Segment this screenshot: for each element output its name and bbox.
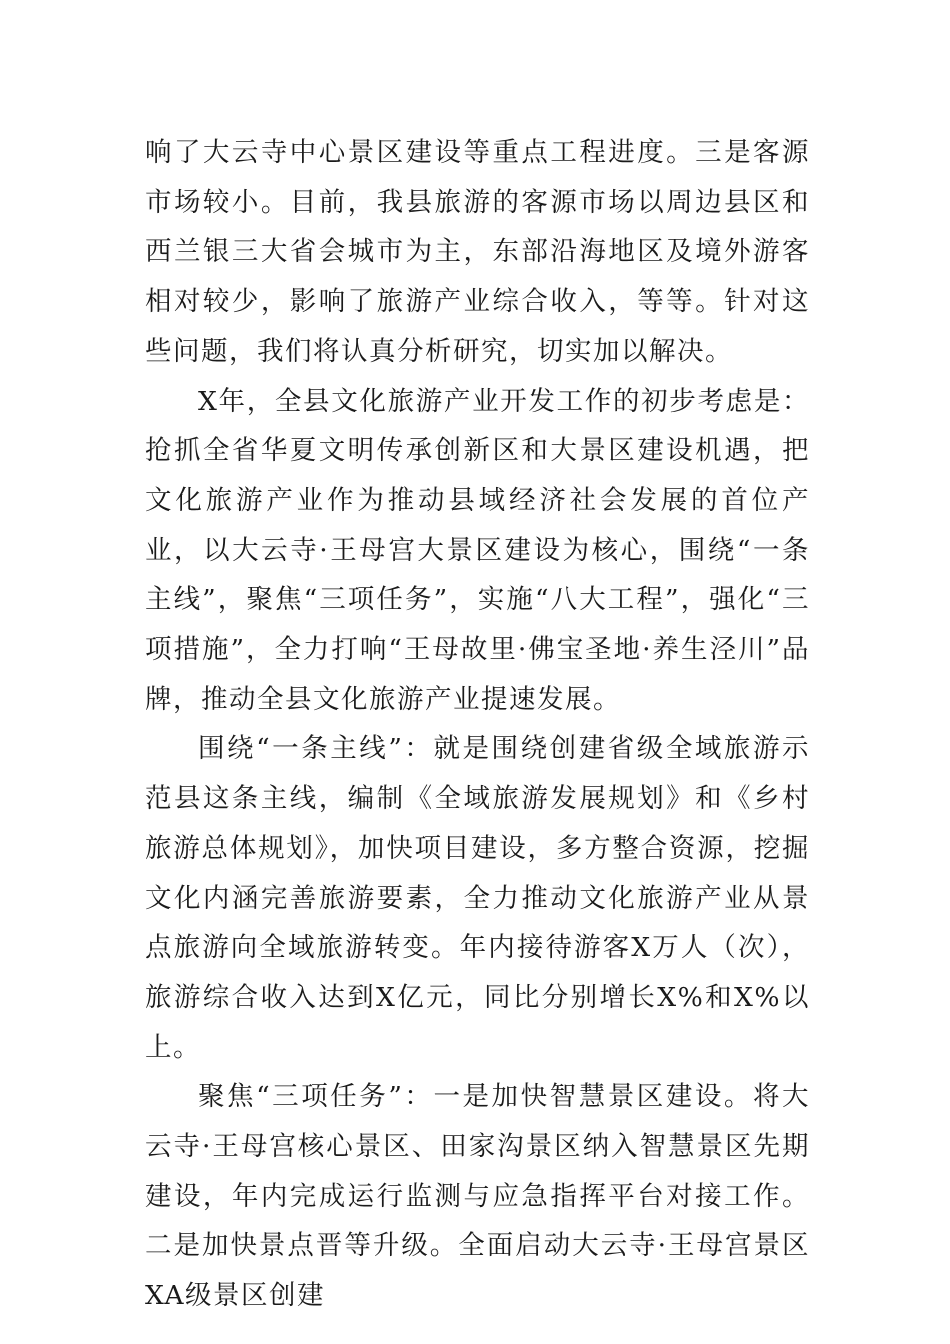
paragraph-plan-overview: X年，全县文化旅游产业开发工作的初步考虑是：抢抓全省华夏文明传承创新区和大景区建设机遇，把文化旅游产业作为推动县域经济社会发展的首位产业，以大云寺·王母宫大景区建设为核心，围绕“一条主线”，聚焦“三项任务”，实施“八大工程”，强化“三项措施”，全力打响“王母故里·佛宝圣地·养生泾川”品牌，推动全县文化旅游产业提速发展。 — [145, 385, 810, 715]
paragraph-main-line: 围绕“一条主线”：就是围绕创建省级全域旅游示范县这条主线，编制《全域旅游发展规划》和《乡村旅游总体规划》，加快项目建设，多方整合资源，挖掘文化内涵完善旅游要素，全力推动文化旅游产业从景点旅游向全域旅游转变。年内接待游客X万人（次），旅游综合收入达到X亿元，同比分别增长X%和X%以上。 — [145, 733, 810, 1063]
document-body — [145, 128, 810, 1321]
paragraph-continuation: 响了大云寺中心景区建设等重点工程进度。三是客源市场较小。目前，我县旅游的客源市场以周边县区和西兰银三大省会城市为主，东部沿海地区及境外游客相对较少，影响了旅游产业综合收入，等等。针对这些问题，我们将认真分析研究，切实加以解决。 — [145, 137, 810, 367]
paragraph-three-tasks: 聚焦“三项任务”：一是加快智慧景区建设。将大云寺·王母宫核心景区、田家沟景区纳入智慧景区先期建设，年内完成运行监测与应急指挥平台对接工作。二是加快景点晋等升级。全面启动大云寺·王母宫景区XA级景区创建 — [145, 1081, 810, 1312]
